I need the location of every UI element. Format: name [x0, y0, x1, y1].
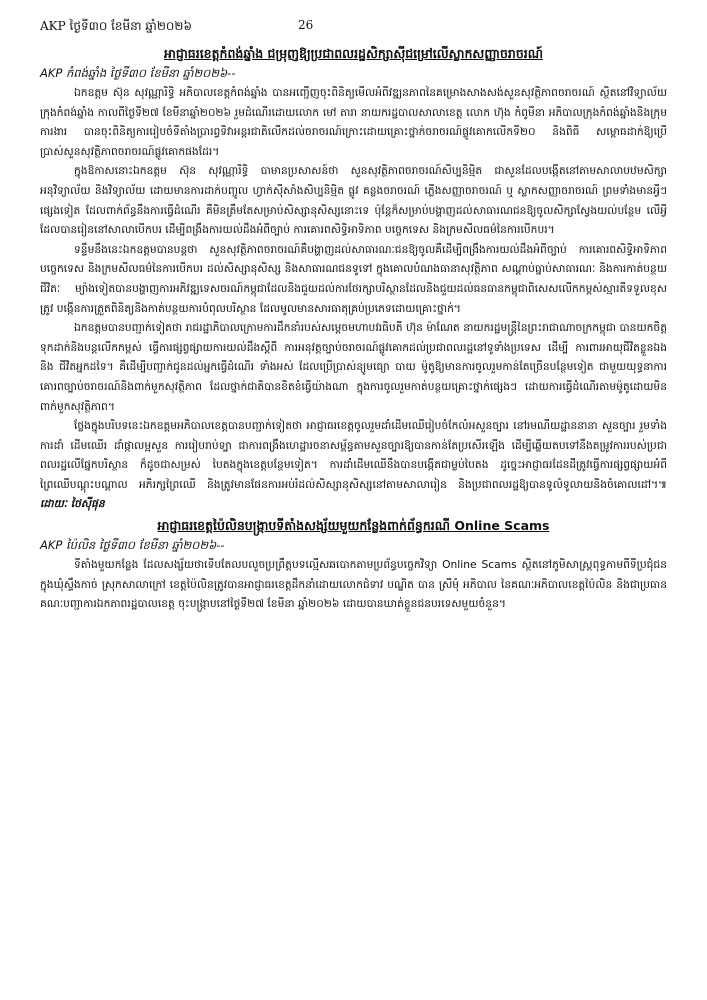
page-header [40, 18, 667, 44]
article-pailin [40, 516, 667, 614]
article-paragraph: ឯកឧត្តមបានបញ្ជាក់ទៀតថា រាជរដ្ឋាភិបាលក្រោមការដឹកនាំរបស់សម្តេចមហាបវរធិបតី ហ៊ុន ម៉ាណែត នាយករដ្ឋមន្ត្រីនៃព្រះរាជាណាចក្រកម្ពុជា បានយកចិត្តទុកដាក់និងបន្តលើកកម្ពស់ ធ្វើការផ្សព្វផ្សាយការយល់ដឹងស្តីពី ការអនុវត្តច្បាប់ចរាចរណ៍ផ្លូវគោកដល់ប្រជាពលរដ្ឋនៅទូទាំងប្រទេស ដើម្បី ការពារអាយុជីវិតខ្លួនឯង និង ជីវិតអ្នកដទៃ។ គឺដើម្បីបញ្ជាក់ជូនដល់អ្នកធ្វើដំណើរ ទាំងអស់ ដែលប្រើប្រាស់ន្យូមធ្យោ បាយ ម៉ូតូឱ្យមានការចូលរួមកាន់តែច្រើនបន្ថែមទៀត ជាមួយយុទ្ធនាការគោរពច្បាប់ចរាចរណ៍និងពាក់មួកសុវត្ថិភាព ដែលថ្នាក់ជាតិបានខិតខំធ្វើយ៉ាងណា ក្នុងការចូលរួមកាត់បន្ថយគ្រោះថ្នាក់ផ្សេងៗ ដោយការធ្វើដំណើរតាមម៉ូតូដោយមិនពាក់មួកសុវត្ថិភាព។ [40, 321, 667, 413]
header-date: AKP ថ្ងៃទី៣០ ខែមីនា ឆ្នាំ២០២៦ [40, 19, 192, 33]
article-paragraph: ឯកឧត្តម ស៊ុន សុវណ្ណារិទ្ធិ អភិបាលខេត្តកំពង់ឆ្នាំង បានអញ្ជើញចុះពិនិត្យមើលអំពីវឌ្ឍនភាពនៃគម្រោងសាងសង់សួនសុវត្ថិភាពចរាចរណ៍ ស្ថិតនៅវិទ្យាល័យក្រុងកំពង់ឆ្នាំង កាលពីថ្ងៃទី២៧ ខែមីនាឆ្នាំ២០២៦ រួមដំណើរដោយលោក មៅ តារា នាយករដ្ឋបាលសាលាខេត្ត លោក ហ៊ុង កំពូមីនា អភិបាលក្រុងកំពង់ឆ្នាំងនិងក្រុមការងារ បានចុះពិនិត្យការរៀបចំទីតាំងប្រារព្ធទិវាអន្តរជាតិលើកដល់ចរាចរណ៍ក្រោះដោយគ្រោះថ្នាក់ចរាចរណ៍ផ្លូវគោកលើកទី២០ និងពិធី សម្ពោធដាក់ឱ្យប្រើប្រាស់សួនសុវត្ថិភាពចរាចរណ៍ផ្លូវគោកផងដែរ។ [40, 86, 667, 158]
article-paragraph-text: ថ្លែងក្នុងបរិបទនេះឯកឧត្តមអភិបាលខេត្តបានបញ្ជាក់ទៀតថា អាជ្ញាធរខេត្តចូលរួមដាំដើមឈើរៀបចំកែលំអសួនច្បារ នៅរមណីយដ្ឋាននានា សួនច្បារ រួមទាំងការដាំ ដើមឈើរ ដាំផ្កាលម្អសួន ការរៀបរាប់ទ្បា ជាការពង្រឹងហេដ្ឋារចនាសម្ព័ន្ធតាមសួនច្បារឱ្យបានកាន់តែប្រសើរឡើង ដើម្បីឆ្លើយតបទៅនឹងតម្រូវការរបស់ប្រជាពលរដ្ឋលើផ្នែកបរិស្ថាន ក៏ដូចជាសម្រស់ បៃតងក្នុងខេត្តបន្ថែមទៀត។ ការដាំដើមឈើនឹងបានបង្កើតជាម្លប់បៃតង ដូច្នេះអាជ្ញាធរដែនដីត្រូវធ្វើការផ្សព្វផ្សាយអំពីព្រៃឈើបណ្តុះបណ្តាល អភិរក្សព្រៃឈើ និងត្រូវមានផែនការអប់រំដល់សិស្សានុសិស្សនៅតាមសាលារៀន និងប្រជាពលរដ្ឋឱ្យបានទូលំទូលាយនិងចំគោលដៅ។៕ [40, 419, 667, 491]
article-title-latin: Online Scams [454, 518, 550, 534]
article-credit: ដោយៈ ថៃស៊ីផុន [40, 497, 105, 511]
article-paragraph: ទីតាំងមួយកន្លែង ដែលសង្ស័យថាទើបតែលបលួចប្រព្រឹត្តបទល្មើសឆបោកតាមប្រព័ន្ធបច្ចេកវិទ្យា Online Scams ស្ថិតនៅភូមិសាស្រ្តពុទ្ធកាមពីទីប្រជុំជន ក្នុងឃុំស្ទឹងកាច់ ស្រុកសាលាក្រៅ ខេត្តប៉ៃលិនត្រូវបានអាជ្ញាធរខេត្តដឹកនាំដោយលោកជំទាវ បណ្ឌិត បាន ស្រីមុំ អភិបាល នៃគណៈអភិបាលខេត្តប៉ៃលិន និងជាប្រធានគណៈបញ្ជាការឯកភាពរដ្ឋបាលខេត្ត ចុះបង្ក្រាបនៅថ្ងៃទី២៧ ខែមីនា ឆ្នាំ២០២៦ ដោយបានឃាត់ខ្លួនជនបរទេសមួយចំនួន។ [40, 558, 667, 611]
article-paragraph [40, 416, 667, 514]
article-paragraph: ទន្ទឹមនឹងនេះឯកឧត្តមបានបន្តថា សួនសុវត្ថិភាពចរាចរណ៍គឺបង្ហាញដល់សាធារណៈជនឱ្យចូលគឺដើម្បីពង្រឹងការយល់ដឹងអំពីច្បាប់ ការគោរពសិទ្ធិអាទិភាព បច្ចេកទេស និងក្រមសីលធម៌នៃការបើកបរ ដល់សិស្សានុសិស្ស និងសាធារណជនទូទៅ ក្នុងគោលបំណងធានាសុវត្ថិភាព សណ្តាប់ធ្នាប់សាធារណៈ និងការកាត់បន្ថយជីវិតៈ ម្យ៉ាងទៀតបានបង្ហាញការអភិវឌ្ឍទេសចរណ៍កម្ពុជាដែលនិងជួយដល់ការថែរក្សាបរិស្ថានដែលនិងជួយដល់ធនធានកម្ពុជាពិសេសលើកកម្ពស់ស្មារតីទទួលខុសត្រូវ បង្កើនការត្រួតពិនិត្យនិងកាត់បន្ថយការបំពុលបរិស្ថាន ដែលមូលមានសារធាតុគ្រប់ប្រភេទដោយគ្រោះថ្នាក់។ [40, 242, 667, 315]
article-title-khmer: អាជ្ញាធរខេត្តប៉ៃលិនបង្ក្រាបទីតាំងសង្ស័យមួយកន្លែងពាក់ព័ន្ធករណី [157, 518, 450, 534]
article-title [40, 516, 667, 536]
article-title: អាជ្ញាធរខេត្តកំពង់ឆ្នាំង ជម្រុញឱ្យប្រជាពលរដ្ឋសិក្សាស៊ីជម្រៅលើស្លាកសញ្ញាចរាចរណ៍ [164, 46, 543, 61]
article-kampong-chhnang [40, 44, 667, 514]
article-paragraph: ក្នុងឱកាសនោះឯកឧត្តម ស៊ុន សុវណ្ណារិទ្ធិ បាមានប្រសាសន៍ថា សួនសុវត្ថិភាពចរាចរណ៍សិប្បនិម្មិត ជាសួនដែលបង្កើតនៅតាមសាលាបឋមសិក្សា អនុវិទ្យាល័យ និងវិទ្យាល័យ ដោយមានការដាក់បញ្ចូល ហ្វាក់ស៊ីសាំងសិប្បនិម្មិត ផ្លូវ គន្លងចរាចរណ៍ ភ្លើងសញ្ញាចរាចរណ៍ ឬ ស្លាកសញ្ញាចរាចរណ៍ ព្រមទាំងមានអ្វីៗផ្សេងទៀត ដែលពាក់ព័ន្ធនឹងការធ្វើដំណើរ គឺមិនត្រឹមតែសម្រាប់សិស្សានុសិស្សនោះទេ ប៉ុន្តែក៏សម្រាប់បង្ហាញដល់សាធារណជនឱ្យចូលសិក្សាស្វែងយល់បន្ថែម លើអ្វីដែលបានរៀននៅសាលាបើកបរ ដើម្បីពង្រឹងការយល់ដឹងអំពីច្បាប់ ការគោរពសិទ្ធិអាទិភាព បច្ចេកទេស និងក្រមសីលធម៌នៃការបើកបរ។ [40, 164, 667, 237]
article-dateline: AKP ប៉ៃលិន ថ្ងៃទី៣០ ខែមីនា ឆ្នាំ២០២៦-- [40, 538, 225, 553]
page-number: 26 [298, 18, 314, 32]
article-dateline: AKP កំពង់ឆ្នាំង ថ្ងៃទី៣០ ខែមីនា ឆ្នាំ២០២៦-- [40, 66, 236, 80]
